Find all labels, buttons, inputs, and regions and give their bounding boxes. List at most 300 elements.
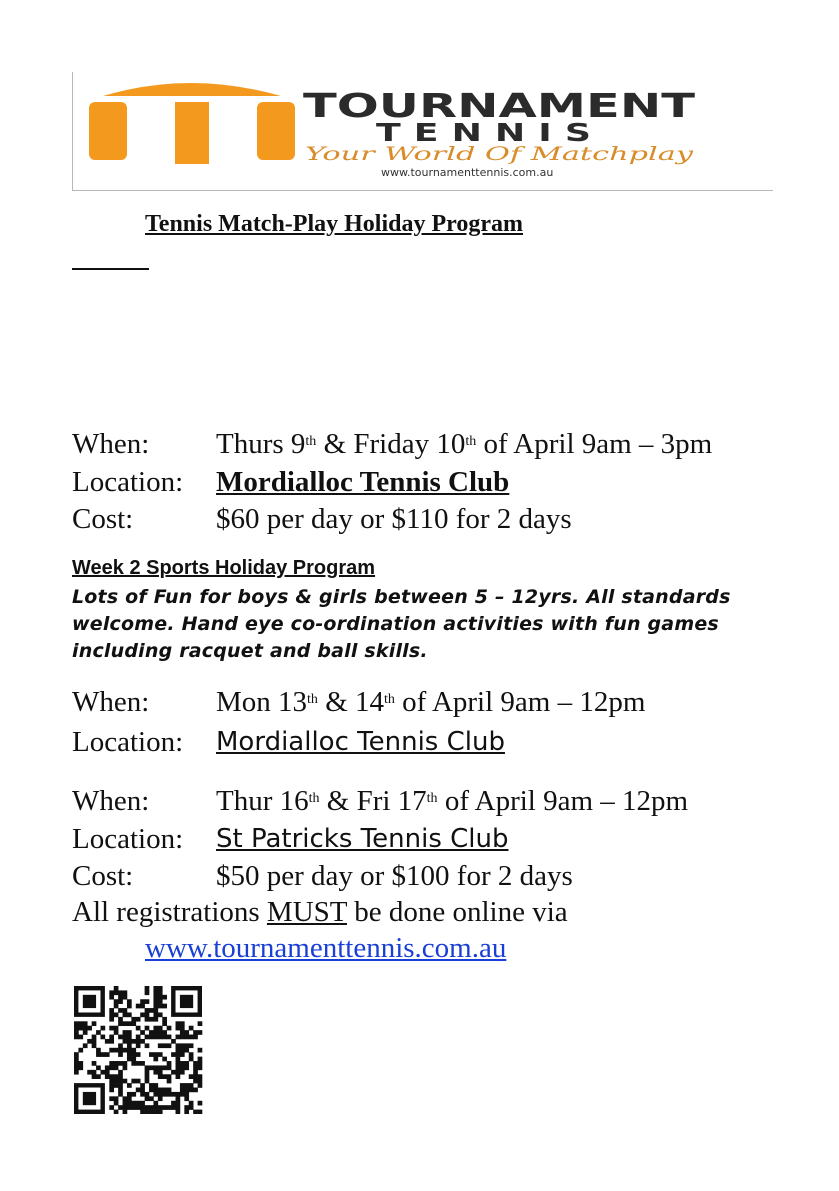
qr-module (74, 1021, 79, 1026)
qr-module (198, 1065, 203, 1070)
qr-module (162, 1030, 167, 1035)
qr-module (198, 1030, 203, 1035)
qr-module (158, 1092, 163, 1097)
qr-module (118, 1052, 123, 1057)
qr-module (180, 1043, 185, 1048)
qr-module (109, 1017, 114, 1022)
qr-module (158, 1105, 163, 1110)
qr-module (184, 1110, 189, 1114)
qr-module (114, 1101, 119, 1106)
qr-module (118, 1021, 123, 1026)
qr-finder-center (83, 1092, 96, 1105)
qr-module (167, 1043, 172, 1048)
qr-module (145, 999, 150, 1004)
qr-module (145, 1070, 150, 1075)
qr-module (100, 1026, 105, 1031)
qr-module (193, 1070, 198, 1075)
qr-module (153, 1083, 158, 1088)
qr-module (145, 1043, 150, 1048)
qr-module (198, 1110, 203, 1114)
qr-module (184, 1061, 189, 1066)
qr-module (149, 1065, 154, 1070)
location-label: Location: (72, 466, 184, 498)
qr-module (176, 1092, 181, 1097)
qr-module (180, 1021, 185, 1026)
qr-module (145, 1079, 150, 1084)
session2-cost-value: $50 per day or $100 for 2 days (216, 860, 573, 892)
qr-module (145, 1096, 150, 1101)
qr-code-icon[interactable] (74, 986, 204, 1114)
qr-module (109, 1079, 114, 1084)
qr-module (136, 1052, 141, 1057)
qr-module (176, 1043, 181, 1048)
qr-module (167, 1061, 172, 1066)
qr-module (114, 986, 119, 991)
qr-module (189, 1088, 194, 1093)
qr-module (136, 1061, 141, 1066)
qr-module (78, 1035, 83, 1040)
qr-module (74, 1065, 79, 1070)
qr-module (145, 986, 150, 991)
qr-module (153, 995, 158, 1000)
qr-module (140, 1030, 145, 1035)
qr-module (193, 1079, 198, 1084)
page-title: Tennis Match-Play Holiday Program (145, 211, 523, 237)
qr-module (153, 1017, 158, 1022)
qr-module (127, 1057, 132, 1062)
qr-module (131, 1105, 136, 1110)
qr-module (118, 1008, 123, 1013)
qr-module (114, 999, 119, 1004)
qr-module (189, 1057, 194, 1062)
qr-module (176, 1052, 181, 1057)
qr-module (123, 1110, 128, 1114)
qr-module (109, 1083, 114, 1088)
qr-module (118, 1070, 123, 1075)
location-label: Location: (72, 726, 184, 758)
qr-module (158, 999, 163, 1004)
qr-module (145, 1026, 150, 1031)
qr-module (189, 1074, 194, 1079)
qr-module (74, 1070, 79, 1075)
logo-brand-line2: TENNIS (376, 118, 604, 147)
location-label: Location: (72, 823, 184, 855)
registration-note: All registrations MUST be done online via (72, 896, 568, 928)
qr-module (140, 1004, 145, 1009)
qr-module (189, 1052, 194, 1057)
logo-emblem-top (103, 83, 281, 96)
qr-module (158, 1035, 163, 1040)
qr-module (74, 1026, 79, 1031)
session2-location-value: St Patricks Tennis Club (216, 824, 509, 854)
qr-module (167, 1079, 172, 1084)
qr-module (140, 1092, 145, 1097)
cost-label: Cost: (72, 503, 134, 535)
qr-module (158, 1074, 163, 1079)
qr-module (118, 1105, 123, 1110)
qr-module (140, 1083, 145, 1088)
qr-module (123, 990, 128, 995)
qr-module (123, 1035, 128, 1040)
qr-module (145, 1092, 150, 1097)
qr-module (149, 1017, 154, 1022)
qr-module (105, 1070, 110, 1075)
qr-module (189, 1043, 194, 1048)
qr-module (184, 1092, 189, 1097)
when-label: When: (72, 428, 150, 460)
qr-module (149, 1096, 154, 1101)
qr-module (74, 1052, 79, 1057)
qr-module (149, 1030, 154, 1035)
qr-module (123, 1096, 128, 1101)
qr-module (114, 1048, 119, 1053)
qr-module (140, 1088, 145, 1093)
qr-module (176, 1096, 181, 1101)
qr-module (96, 1052, 101, 1057)
qr-module (109, 1088, 114, 1093)
qr-module (198, 1048, 203, 1053)
qr-module (140, 999, 145, 1004)
qr-module (114, 1012, 119, 1017)
qr-module (180, 1030, 185, 1035)
qr-module (123, 995, 128, 1000)
qr-module (78, 1048, 83, 1053)
qr-module (162, 1017, 167, 1022)
qr-module (114, 1096, 119, 1101)
qr-module (136, 1026, 141, 1031)
qr-module (127, 1096, 132, 1101)
qr-module (153, 1030, 158, 1035)
qr-module (92, 1043, 97, 1048)
qr-module (74, 1030, 79, 1035)
qr-module (171, 1039, 176, 1044)
qr-module (145, 1074, 150, 1079)
qr-module (145, 1017, 150, 1022)
qr-module (118, 1035, 123, 1040)
qr-module (158, 1012, 163, 1017)
qr-module (158, 1043, 163, 1048)
qr-module (87, 1039, 92, 1044)
qr-module (127, 999, 132, 1004)
qr-module (176, 1074, 181, 1079)
qr-module (83, 1021, 88, 1026)
website-link[interactable]: www.tournamenttennis.com.au (145, 932, 507, 964)
qr-module (176, 1021, 181, 1026)
qr-finder-center (180, 995, 193, 1008)
qr-module (176, 1057, 181, 1062)
qr-module (180, 1092, 185, 1097)
qr-module (193, 1088, 198, 1093)
qr-module (149, 1083, 154, 1088)
qr-module (198, 1079, 203, 1084)
qr-module (105, 1074, 110, 1079)
qr-module (123, 1101, 128, 1106)
logo-emblem-left (89, 102, 127, 160)
qr-module (92, 1074, 97, 1079)
qr-module (96, 1048, 101, 1053)
qr-module (149, 1110, 154, 1114)
logo-emblem-right (257, 102, 295, 160)
qr-module (123, 1105, 128, 1110)
qr-module (184, 1030, 189, 1035)
qr-module (109, 1035, 114, 1040)
qr-module (78, 1065, 83, 1070)
session1-when-value: Mon 13th & 14th of April 9am – 12pm (216, 686, 646, 718)
qr-code-graphic (74, 986, 204, 1114)
qr-module (193, 1110, 198, 1114)
qr-module (176, 1065, 181, 1070)
qr-module (74, 1035, 79, 1040)
qr-module (118, 995, 123, 1000)
qr-module (140, 1012, 145, 1017)
qr-module (198, 1074, 203, 1079)
qr-module (131, 1048, 136, 1053)
qr-module (149, 1105, 154, 1110)
qr-module (127, 1035, 132, 1040)
qr-module (118, 1083, 123, 1088)
qr-module (167, 1035, 172, 1040)
logo-website: www.tournamenttennis.com.au (381, 166, 554, 179)
qr-module (100, 1052, 105, 1057)
qr-module (114, 990, 119, 995)
qr-module (158, 1110, 163, 1114)
qr-module (127, 1004, 132, 1009)
qr-module (180, 1061, 185, 1066)
qr-module (123, 1008, 128, 1013)
qr-module (162, 995, 167, 1000)
qr-module (109, 1061, 114, 1066)
qr-module (184, 1043, 189, 1048)
qr-module (109, 1008, 114, 1013)
logo-banner (72, 72, 773, 191)
qr-finder-center (83, 995, 96, 1008)
qr-module (198, 1021, 203, 1026)
qr-module (136, 1088, 141, 1093)
divider (72, 268, 149, 270)
logo-emblem-stem (175, 102, 209, 164)
qr-module (136, 1043, 141, 1048)
qr-module (131, 1017, 136, 1022)
qr-module (131, 1101, 136, 1106)
qr-module (149, 1008, 154, 1013)
qr-module (92, 1035, 97, 1040)
qr-module (167, 1026, 172, 1031)
qr-module (153, 1052, 158, 1057)
qr-module (153, 1008, 158, 1013)
qr-module (162, 1074, 167, 1079)
qr-module (127, 1092, 132, 1097)
qr-module (180, 1070, 185, 1075)
qr-module (136, 1017, 141, 1022)
qr-module (114, 1061, 119, 1066)
qr-module (153, 1101, 158, 1106)
qr-module (109, 1048, 114, 1053)
qr-module (162, 1065, 167, 1070)
qr-module (118, 990, 123, 995)
qr-module (87, 1070, 92, 1075)
qr-module (131, 1092, 136, 1097)
qr-module (180, 1026, 185, 1031)
qr-module (118, 1043, 123, 1048)
qr-module (158, 995, 163, 1000)
qr-module (180, 1065, 185, 1070)
qr-module (140, 1105, 145, 1110)
qr-module (162, 1021, 167, 1026)
qr-module (136, 1039, 141, 1044)
qr-module (127, 1101, 132, 1106)
qr-module (92, 1039, 97, 1044)
qr-module (180, 1052, 185, 1057)
qr-module (131, 1079, 136, 1084)
qr-module (118, 1048, 123, 1053)
program1-location-value: Mordialloc Tennis Club (216, 466, 510, 498)
qr-module (184, 1096, 189, 1101)
qr-module (78, 1021, 83, 1026)
qr-module (127, 1012, 132, 1017)
qr-module (184, 1083, 189, 1088)
qr-module (153, 1092, 158, 1097)
logo-tagline: Your World Of Matchplay (305, 143, 694, 165)
qr-module (171, 1052, 176, 1057)
qr-module (114, 1083, 119, 1088)
qr-module (153, 1105, 158, 1110)
qr-module (158, 1052, 163, 1057)
qr-module (123, 1065, 128, 1070)
qr-module (167, 1065, 172, 1070)
qr-module (176, 1061, 181, 1066)
qr-module (136, 1101, 141, 1106)
qr-module (83, 1043, 88, 1048)
qr-module (100, 1070, 105, 1075)
qr-module (193, 1061, 198, 1066)
qr-module (149, 1088, 154, 1093)
qr-module (123, 1079, 128, 1084)
qr-module (167, 1105, 172, 1110)
qr-module (162, 1105, 167, 1110)
qr-module (176, 1048, 181, 1053)
qr-module (158, 1070, 163, 1075)
qr-module (127, 1030, 132, 1035)
qr-module (83, 1026, 88, 1031)
qr-module (118, 1079, 123, 1084)
qr-module (193, 1035, 198, 1040)
qr-module (167, 1092, 172, 1097)
qr-module (114, 1110, 119, 1114)
qr-module (145, 1035, 150, 1040)
qr-module (127, 1105, 132, 1110)
qr-module (176, 1026, 181, 1031)
qr-module (180, 1083, 185, 1088)
qr-module (114, 1074, 119, 1079)
qr-module (153, 990, 158, 995)
program1-when-value: Thurs 9th & Friday 10th of April 9am – 3pm (216, 428, 713, 460)
qr-module (193, 1074, 198, 1079)
qr-module (114, 1079, 119, 1084)
qr-module (92, 1021, 97, 1026)
qr-module (145, 1110, 150, 1114)
qr-module (162, 1057, 167, 1062)
qr-module (74, 1061, 79, 1066)
qr-module (140, 1061, 145, 1066)
qr-module (171, 1101, 176, 1106)
qr-module (109, 1039, 114, 1044)
qr-module (145, 1105, 150, 1110)
qr-module (158, 1026, 163, 1031)
qr-module (198, 1101, 203, 1106)
qr-module (176, 1035, 181, 1040)
session2-when-value: Thur 16th & Fri 17th of April 9am – 12pm (216, 785, 689, 817)
qr-module (149, 1035, 154, 1040)
qr-module (176, 1070, 181, 1075)
qr-module (118, 999, 123, 1004)
qr-module (153, 1012, 158, 1017)
qr-module (123, 1061, 128, 1066)
logo-brand-line1: TOURNAMENT (303, 86, 696, 125)
qr-module (78, 1061, 83, 1066)
qr-module (105, 1039, 110, 1044)
qr-module (193, 1030, 198, 1035)
qr-module (109, 990, 114, 995)
qr-module (96, 1074, 101, 1079)
qr-module (140, 1101, 145, 1106)
program2-heading: Week 2 Sports Holiday Program (72, 557, 376, 579)
qr-module (198, 1083, 203, 1088)
qr-module (158, 1030, 163, 1035)
qr-module (74, 1057, 79, 1062)
qr-module (153, 999, 158, 1004)
qr-module (136, 1079, 141, 1084)
qr-module (193, 1065, 198, 1070)
qr-module (136, 1035, 141, 1040)
qr-module (118, 1017, 123, 1022)
qr-module (96, 1065, 101, 1070)
qr-module (123, 1030, 128, 1035)
qr-module (118, 1092, 123, 1097)
qr-module (127, 1021, 132, 1026)
qr-module (171, 1105, 176, 1110)
qr-module (189, 1083, 194, 1088)
qr-module (153, 1065, 158, 1070)
qr-module (171, 1070, 176, 1075)
qr-module (189, 1105, 194, 1110)
qr-module (100, 1035, 105, 1040)
qr-module (153, 1035, 158, 1040)
qr-module (78, 1026, 83, 1031)
qr-module (127, 1043, 132, 1048)
qr-module (105, 1065, 110, 1070)
qr-module (145, 1012, 150, 1017)
qr-module (127, 1039, 132, 1044)
qr-module (158, 986, 163, 991)
qr-module (123, 1039, 128, 1044)
qr-module (189, 1035, 194, 1040)
qr-module (153, 986, 158, 991)
qr-module (123, 1021, 128, 1026)
qr-module (136, 1105, 141, 1110)
qr-module (109, 1096, 114, 1101)
qr-module (158, 1096, 163, 1101)
must-emphasis: MUST (266, 896, 347, 928)
qr-module (109, 1105, 114, 1110)
when-label: When: (72, 785, 150, 817)
qr-module (109, 1065, 114, 1070)
qr-module (153, 1088, 158, 1093)
qr-module (158, 1088, 163, 1093)
qr-module (131, 1052, 136, 1057)
qr-module (162, 1004, 167, 1009)
qr-module (180, 1088, 185, 1093)
program1-cost-value: $60 per day or $110 for 2 days (216, 503, 572, 535)
